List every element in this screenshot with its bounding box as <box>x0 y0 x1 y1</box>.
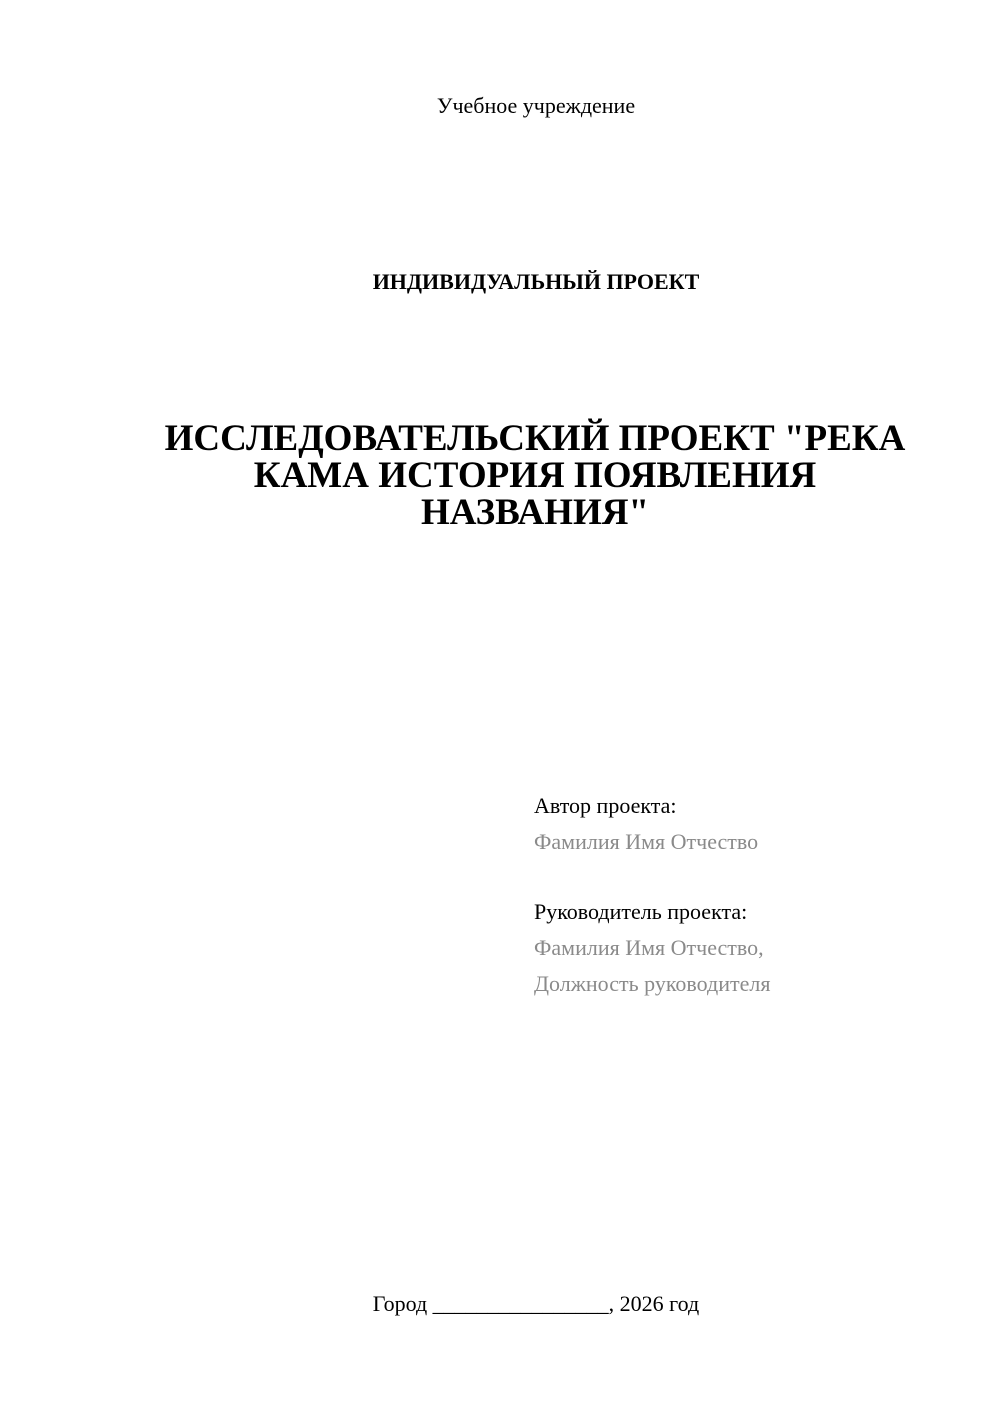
institution-name: Учебное учреждение <box>436 93 636 118</box>
project-title-line-1: ИССЛЕДОВАТЕЛЬСКИЙ ПРОЕКТ "РЕКА <box>164 418 906 459</box>
author-name: Фамилия Имя Отчество <box>534 829 759 854</box>
city-year-line: Город ________________, 2026 год <box>372 1291 700 1316</box>
project-title-line-2: КАМА ИСТОРИЯ ПОЯВЛЕНИЯ <box>253 455 817 496</box>
supervisor-block <box>534 894 974 1002</box>
supervisor-position: Должность руководителя <box>534 971 771 996</box>
author-label: Автор проекта: <box>534 793 677 818</box>
project-title <box>130 420 940 531</box>
credits-block <box>534 788 974 1002</box>
project-kind-heading: ИНДИВИДУАЛЬНЫЙ ПРОЕКТ <box>372 269 700 294</box>
project-title-line-3: НАЗВАНИЯ" <box>421 492 649 533</box>
supervisor-name: Фамилия Имя Отчество, <box>534 935 764 960</box>
author-block <box>534 788 974 860</box>
supervisor-label: Руководитель проекта: <box>534 899 748 924</box>
